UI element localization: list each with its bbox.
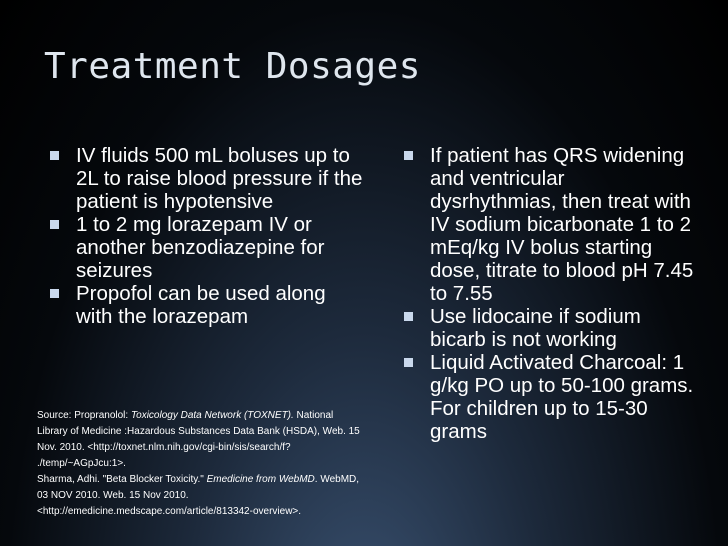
bullet-text: Propofol can be used along with the lorazepam [76,282,326,328]
citation-toxnet [37,408,362,472]
square-bullet-icon [50,220,59,229]
citation-title: Toxicology Data Network (TOXNET). [130,410,294,421]
list-item [40,213,365,282]
citation-prefix: Sharma, Adhi. "Beta Blocker Toxicity." [37,474,207,485]
list-item [394,305,694,351]
square-bullet-icon [50,151,59,160]
sources-citation [37,408,362,520]
list-item [394,144,694,305]
slide-title: Treatment Dosages [44,46,421,87]
square-bullet-icon [404,151,413,160]
square-bullet-icon [404,312,413,321]
bullet-text: Use lidocaine if sodium bicarb is not working [430,305,641,351]
citation-prefix: Source: Propranolol: [37,410,131,421]
bullet-text: IV fluids 500 mL boluses up to 2L to raise blood pressure if the patient is hypotensive [76,144,363,213]
square-bullet-icon [50,289,59,298]
bullet-text: 1 to 2 mg lorazepam IV or another benzodiazepine for seizures [76,213,325,282]
bullet-text: If patient has QRS widening and ventricular dysrhythmias, then treat with IV sodium bicarbonate 1 to 2 mEq/kg IV bolus starting dose, titrate to blood pH 7.45 to 7.55 [430,144,694,305]
citation-title: Emedicine from WebMD [206,474,315,485]
left-bullet-list [40,144,365,328]
citation-details: National Library of Medicine :Hazardous Substances Data Bank (HSDA), Web. 15 Nov. 2010. <http://toxnet.nlm.nih.gov/cgi-bin/sis/search/f? ./temp/~AGpJcu:1>. [37,410,360,469]
citation-emedicine [37,472,362,520]
citation-details: . WebMD, 03 NOV 2010. Web. 15 Nov 2010. <http://emedicine.medscape.com/article/813342-overview>. [37,474,360,517]
list-item [40,282,365,328]
list-item [40,144,365,213]
list-item [394,351,694,443]
square-bullet-icon [404,358,413,367]
right-bullet-list [394,144,694,443]
bullet-text: Liquid Activated Charcoal: 1 g/kg PO up to 50-100 grams. For children up to 15-30 grams [430,351,694,443]
